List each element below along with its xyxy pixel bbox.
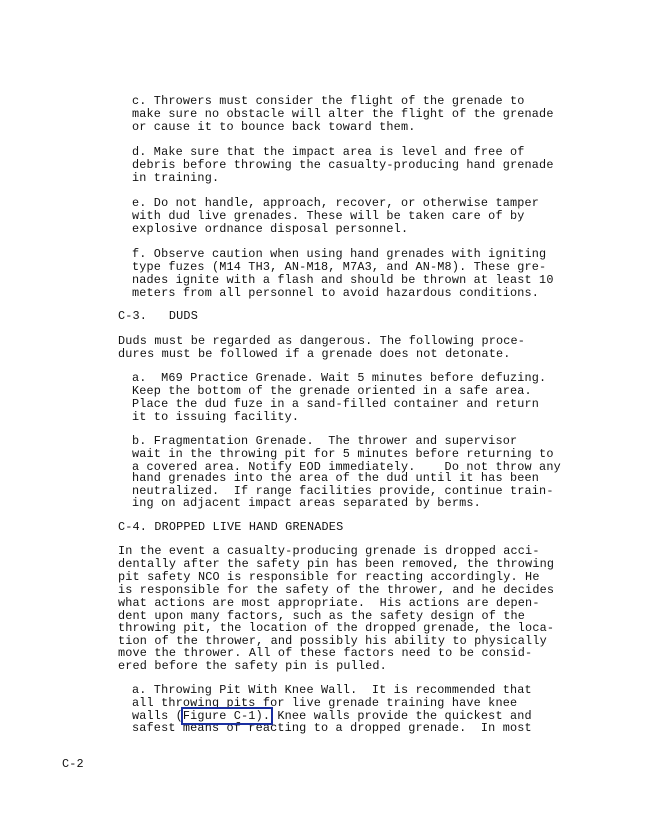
- text-line: tion of the thrower, and possibly his ability to physically: [118, 634, 547, 648]
- text-line: in training.: [132, 171, 220, 185]
- text-line: d. Make sure that the impact area is level and free of: [132, 145, 525, 159]
- text-line: walls (Figure C-1). Knee walls provide the quickest and: [132, 709, 532, 723]
- text-line: pit safety NCO is responsible for reacting accordingly. He: [118, 570, 540, 584]
- text-line: hand grenades into the area of the dud until it has been: [132, 471, 540, 485]
- text-line: a. Throwing Pit With Knee Wall. It is recommended that: [132, 683, 532, 697]
- text-line: neutralized. If range facilities provide, continue train-: [132, 484, 554, 498]
- text-line: a covered area. Notify EOD immediately. Do not throw any: [132, 460, 561, 474]
- text-line: debris before throwing the casualty-producing hand grenade: [132, 158, 554, 172]
- text-line: wait in the throwing pit for 5 minutes before returning to: [132, 447, 554, 461]
- text-line: with dud live grenades. These will be taken care of by: [132, 209, 525, 223]
- text-line: Place the dud fuze in a sand-filled container and return: [132, 397, 540, 411]
- text-line: f. Observe caution when using hand grenades with igniting: [132, 247, 547, 261]
- text-line: safest means of reacting to a dropped grenade. In most: [132, 721, 532, 735]
- text-line: Keep the bottom of the grenade oriented in a safe area.: [132, 384, 532, 398]
- text-line: In the event a casualty-producing grenade is dropped acci-: [118, 544, 540, 558]
- text-line: b. Fragmentation Grenade. The thrower and supervisor: [132, 434, 518, 448]
- text-line: nades ignite with a flash and should be thrown at least 10: [132, 273, 554, 287]
- text-line: dures must be followed if a grenade does not detonate.: [118, 347, 511, 361]
- text-line: c. Throwers must consider the flight of the grenade to: [132, 94, 525, 108]
- section-heading: C-3. DUDS: [118, 309, 198, 323]
- text-line: make sure no obstacle will alter the flight of the grenade: [132, 107, 554, 121]
- text-line: what actions are most appropriate. His actions are depen-: [118, 596, 540, 610]
- page-number: C-2: [62, 757, 84, 771]
- text-line: throwing pit, the location of the dropped grenade, the loca-: [118, 621, 555, 635]
- text-line: e. Do not handle, approach, recover, or otherwise tamper: [132, 196, 540, 210]
- text-line: type fuzes (M14 TH3, AN-M18, M7A3, and AN-M8). These gre-: [132, 260, 547, 274]
- text-line: is responsible for the safety of the thrower, and he decides: [118, 583, 555, 597]
- text-line: dentally after the safety pin has been removed, the throwing: [118, 557, 555, 571]
- text-line: a. M69 Practice Grenade. Wait 5 minutes before defuzing.: [132, 371, 547, 385]
- text-line: explosive ordnance disposal personnel.: [132, 222, 409, 236]
- text-line: it to issuing facility.: [132, 410, 300, 424]
- text-line: all throwing pits for live grenade training have knee: [132, 696, 518, 710]
- text-line: dent upon many factors, such as the safety design of the: [118, 609, 526, 623]
- figure-c1-link[interactable]: [181, 707, 273, 725]
- text-line: move the thrower. All of these factors need to be consid-: [118, 646, 533, 660]
- text-line: meters from all personnel to avoid hazardous conditions.: [132, 286, 540, 300]
- section-heading: C-4. DROPPED LIVE HAND GRENADES: [118, 520, 344, 534]
- text-line: Duds must be regarded as dangerous. The following proce-: [118, 334, 526, 348]
- text-line: ered before the safety pin is pulled.: [118, 659, 387, 673]
- text-line: or cause it to bounce back toward them.: [132, 120, 416, 134]
- text-line: ing on adjacent impact areas separated by berms.: [132, 496, 481, 510]
